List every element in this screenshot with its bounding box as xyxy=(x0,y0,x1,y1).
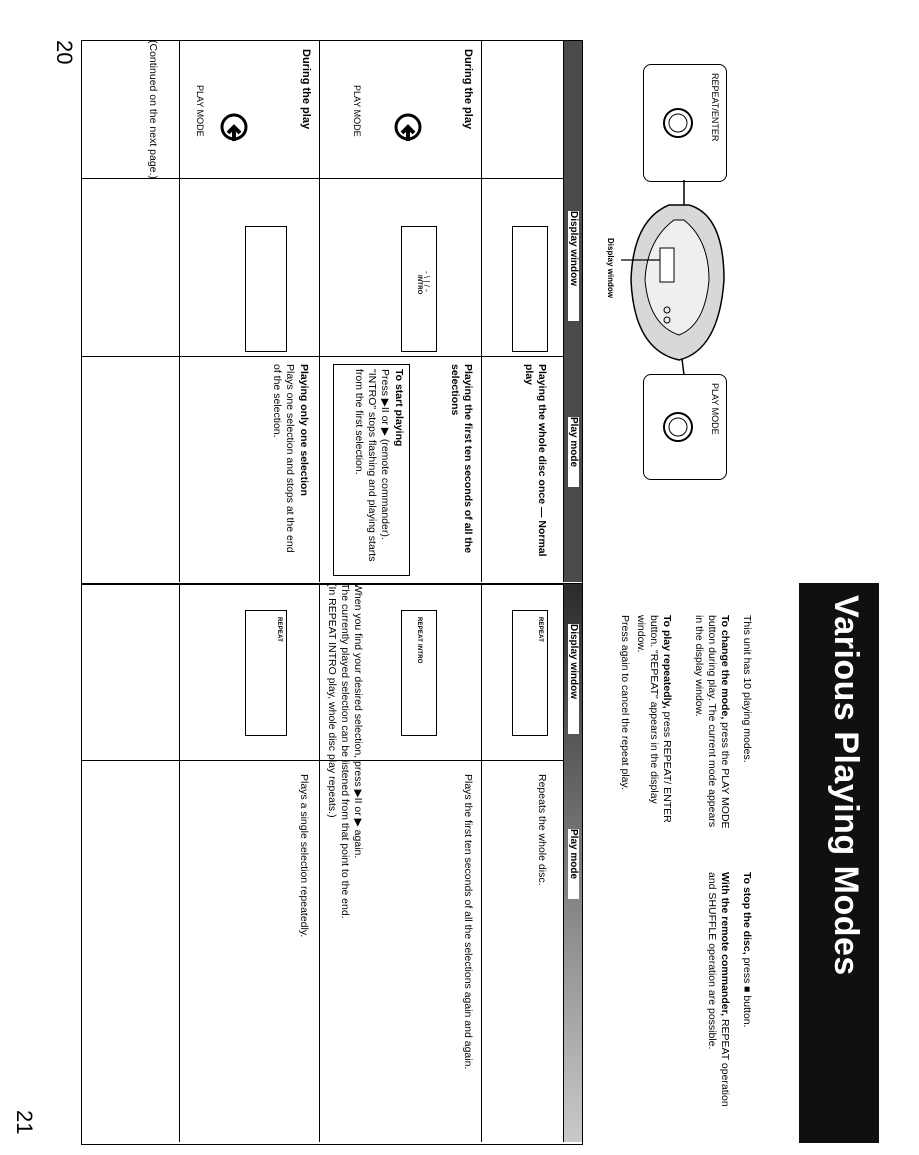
play-mode-label-2: PLAY MODE xyxy=(195,85,205,137)
remote-commander-text: With the remote commander, REPEAT operation and SHUFFLE operation are possible. xyxy=(706,872,731,1107)
display-window-repeat: REPEAT xyxy=(512,610,548,736)
display-window-repeat-one: REPEAT xyxy=(245,610,287,736)
during-play-label-2: During the play xyxy=(300,49,312,130)
display-window-one-selection xyxy=(245,226,287,352)
play-mode-button-icon xyxy=(658,407,698,447)
during-play-label-1: During the play xyxy=(462,49,474,130)
mode-repeat-one: Plays a single selection repeatedly. xyxy=(298,774,310,938)
display-window-normal xyxy=(512,226,548,352)
mode-one-selection: Playing only one selection xyxy=(298,364,310,496)
header-play-mode-right: Play mode xyxy=(568,829,579,899)
note-line-3: (In REPEAT INTRO play, whole disc play repeats.) xyxy=(326,583,338,818)
mode-normal-play: Playing the whole disc once — Normal play xyxy=(523,364,548,557)
header-display-window-left: Display window xyxy=(568,211,579,321)
find-selection-note xyxy=(325,583,364,983)
mode-repeat-intro: Plays the first ten seconds of all the selections again and again. xyxy=(462,774,474,1070)
left-mode-table xyxy=(81,40,583,585)
repeat-enter-button-icon xyxy=(658,103,698,143)
mode-repeat-whole-disc: Repeats the whole disc. xyxy=(536,774,548,886)
continued-note: (Continued on the next page.) xyxy=(147,40,159,179)
play-repeatedly-text: To play repeatedly, press REPEAT/ ENTER button. "REPEAT" appears in the display window. xyxy=(635,615,673,823)
play-mode-press-icon-2 xyxy=(212,111,252,147)
mode-one-selection-text: Plays one selection and stops at the end of the selection. xyxy=(271,364,296,553)
display-window-intro: INTRO - \ | / - xyxy=(401,226,437,352)
title-bar xyxy=(799,583,879,1143)
stop-disc-text: To stop the disc, press ■ button. xyxy=(741,872,753,1028)
to-start-playing-heading: To start playing xyxy=(393,369,405,447)
mode-first-ten-seconds: Playing the first ten seconds of all the selections xyxy=(449,364,474,554)
header-display-window-right: Display window xyxy=(568,624,579,734)
page-number-left: 20 xyxy=(52,40,77,65)
page-number-right: 21 xyxy=(12,1110,37,1135)
note-line-1: When you find your desired selection, press ▶II or ▶ again. xyxy=(352,583,364,859)
change-mode-text: To change the mode, press the PLAY MODE button during play. The current mode appears in the display window. xyxy=(693,615,731,829)
cancel-repeat-text: Press again to cancel the repeat play. xyxy=(619,615,631,790)
display-window-caption: Display window xyxy=(606,238,615,299)
flash-marks: - \ | / - xyxy=(422,271,431,292)
repeat-enter-label: REPEAT/ENTER xyxy=(710,73,720,142)
header-play-mode-left: Play mode xyxy=(568,417,579,487)
play-mode-label: PLAY MODE xyxy=(710,383,720,435)
to-start-playing-note xyxy=(333,364,410,576)
display-window-repeat-intro: REPEAT INTRO xyxy=(401,610,437,736)
note-line-2: The currently played selection can be listened from that point to the end. xyxy=(339,583,351,919)
page-title: Various Playing Modes xyxy=(827,595,865,976)
intro-text: This unit has 10 playing modes. xyxy=(741,615,753,763)
play-mode-press-icon xyxy=(386,111,426,147)
to-start-playing-text: Press ▶II or ▶ (remote commander). "INTRO" stops flashing and playing starts from the first selection. xyxy=(353,369,391,562)
play-mode-label-1: PLAY MODE xyxy=(352,85,362,137)
